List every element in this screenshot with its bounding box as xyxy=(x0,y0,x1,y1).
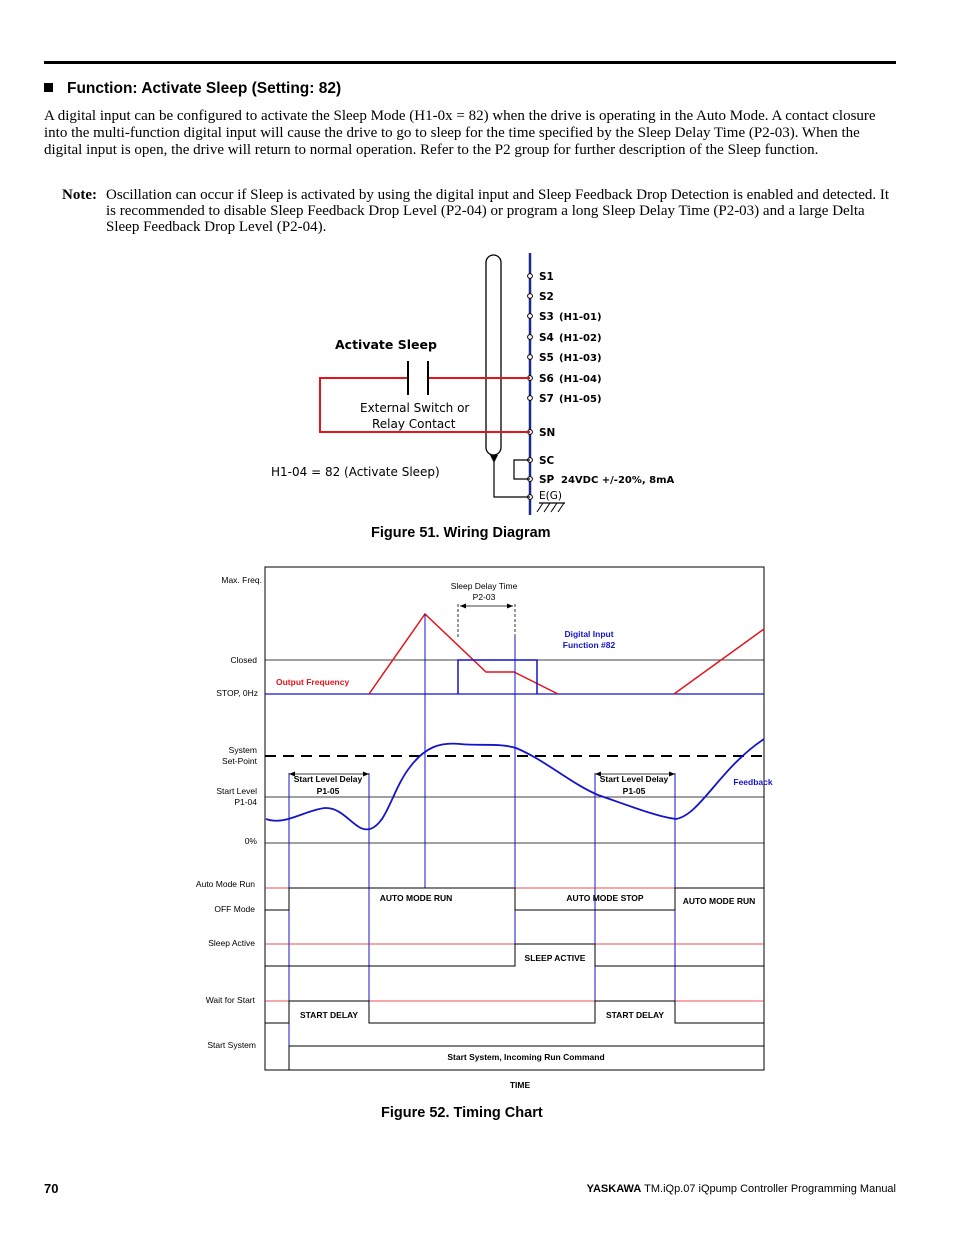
param-label: (H1-03) xyxy=(559,353,602,364)
page-number: 70 xyxy=(44,1181,59,1196)
axis-label: Max. Freq. xyxy=(221,575,262,585)
section-title: Function: Activate Sleep (Setting: 82) xyxy=(67,80,342,97)
axis-label: Sleep Active xyxy=(208,938,255,948)
arrow-left-icon xyxy=(460,604,466,609)
terminal-label: SN xyxy=(539,427,556,439)
terminal-label: E(G) xyxy=(539,490,562,502)
param-label: (H1-04) xyxy=(559,374,602,385)
param-label: (H1-01) xyxy=(559,312,602,323)
terminal-label: S5 xyxy=(539,352,554,364)
figure-52-caption: Figure 52. Timing Chart xyxy=(381,1105,543,1121)
axis-label: Auto Mode Run xyxy=(195,879,255,889)
sleep-delay-param: P2-03 xyxy=(472,592,496,602)
terminal-label: S4 xyxy=(539,332,554,344)
axis-label: STOP, 0Hz xyxy=(216,688,258,698)
terminal-label: S6 xyxy=(539,373,554,385)
output-frequency-line xyxy=(674,629,764,694)
terminal-label: S1 xyxy=(539,271,554,283)
param-label: (H1-05) xyxy=(559,394,602,405)
switch-label-1: External Switch or xyxy=(360,401,470,415)
manual-title: TM.iQp.07 iQpump Controller Programming Manual xyxy=(644,1183,896,1195)
axis-label: Wait for Start xyxy=(205,995,255,1005)
footer-manual xyxy=(587,1183,896,1195)
function-82-label: Function #82 xyxy=(562,640,616,650)
start-level-delay-param: P1-05 xyxy=(622,786,646,796)
digital-input-label: Digital Input xyxy=(564,629,614,639)
note-text: Oscillation can occur if Sleep is activated by using the digital input and Sleep Feedback Drop Detection is enabled and detected. It is recommended to disable Sleep Feedback Drop Level (P2-04) or program a long Sleep Delay Time (P2-03) and a large Delta Sleep Feedback Drop Level (P2-04). xyxy=(106,187,890,235)
terminal-label: SC xyxy=(539,455,555,467)
axis-label: Set-Point xyxy=(222,756,257,766)
axis-label: OFF Mode xyxy=(214,904,255,914)
start-level-delay-label: Start Level Delay xyxy=(293,774,363,784)
figure-51-caption: Figure 51. Wiring Diagram xyxy=(371,525,551,541)
axis-label: Closed xyxy=(230,655,257,665)
sleep-active-signal xyxy=(265,944,764,966)
switch-label-2: Relay Contact xyxy=(372,417,456,431)
auto-mode-run-label: AUTO MODE RUN xyxy=(682,896,756,906)
sleep-delay-label: Sleep Delay Time xyxy=(450,581,518,591)
start-system-cmd-label: Start System, Incoming Run Command xyxy=(447,1052,605,1062)
body-paragraph: A digital input can be configured to activate the Sleep Mode (H1-0x = 82) when the drive is operating in the Auto Mode. A contact closure into the multi-function digital input will cause the drive to go to sleep for the time specified by the Sleep Delay Time (P2-03). When the digital input is open, the drive will return to normal operation. Refer to the P2 group for further description of the Sleep function. xyxy=(44,108,876,158)
terminal-label: S3 xyxy=(539,311,554,323)
axis-label: P1-04 xyxy=(234,797,257,807)
axis-label: Start System xyxy=(207,1040,256,1050)
terminal-label: S7 xyxy=(539,393,554,405)
activate-sleep-label: Activate Sleep xyxy=(335,337,437,352)
start-delay-label: START DELAY xyxy=(299,1010,359,1020)
arrow-right-icon xyxy=(507,604,513,609)
axis-label: System xyxy=(228,745,257,755)
arrow-right-icon xyxy=(669,772,675,777)
output-frequency-line xyxy=(369,614,558,694)
time-axis-label: TIME xyxy=(509,1080,531,1090)
brand-name: YASKAWA xyxy=(586,1183,642,1195)
param-label: (H1-02) xyxy=(559,333,602,344)
auto-mode-run-label: AUTO MODE RUN xyxy=(379,893,453,903)
axis-label: Start Level xyxy=(216,786,257,796)
note-label: Note: xyxy=(62,187,97,203)
arrow-right-icon xyxy=(363,772,369,777)
auto-mode-stop-label: AUTO MODE STOP xyxy=(566,893,644,903)
start-level-delay-label: Start Level Delay xyxy=(599,774,669,784)
sleep-active-box-label: SLEEP ACTIVE xyxy=(524,953,586,963)
start-delay-label: START DELAY xyxy=(605,1010,665,1020)
feedback-label: Feedback xyxy=(733,777,773,787)
setting-label: H1-04 = 82 (Activate Sleep) xyxy=(271,465,440,479)
terminal-label: S2 xyxy=(539,291,554,303)
axis-label: 0% xyxy=(244,836,257,846)
output-frequency-label: Output Frequency xyxy=(276,677,350,687)
terminal-label: SP xyxy=(539,474,555,486)
supply-label: 24VDC +/-20%, 8mA xyxy=(561,475,675,486)
start-level-delay-param: P1-05 xyxy=(316,786,340,796)
